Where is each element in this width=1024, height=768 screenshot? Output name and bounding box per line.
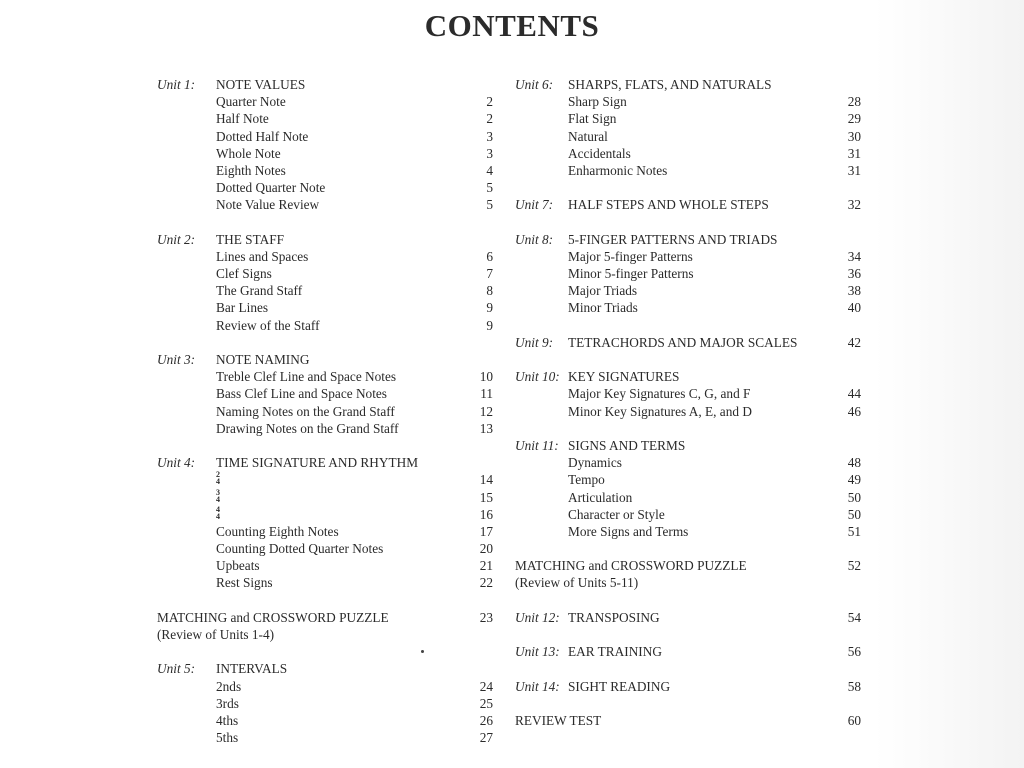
entry-title: Character or Style (568, 506, 665, 522)
entry-title: Note Value Review (216, 197, 320, 213)
page-number: 21 (479, 558, 493, 574)
review-subtitle (157, 626, 493, 643)
page-number: 17 (479, 523, 493, 539)
time-signature-top: 2 (216, 470, 220, 480)
section-gap (515, 592, 861, 609)
section-gap (515, 351, 861, 368)
unit-title: SIGHT READING (568, 678, 671, 694)
toc-entry[interactable] (515, 454, 861, 471)
toc-entry[interactable] (515, 110, 861, 127)
unit-title: 5-FINGER PATTERNS AND TRIADS (568, 231, 778, 247)
entry-title: 4ths (216, 712, 239, 728)
unit-heading[interactable] (157, 76, 493, 93)
toc-entry[interactable] (157, 540, 493, 557)
page-number: 9 (486, 300, 493, 316)
toc-entry[interactable] (157, 128, 493, 145)
entry-title: Eighth Notes (216, 162, 286, 178)
page-number: 26 (479, 712, 493, 728)
unit-heading[interactable] (515, 368, 861, 385)
unit-title: HALF STEPS AND WHOLE STEPS (568, 197, 769, 213)
entry-title: Naming Notes on the Grand Staff (216, 403, 395, 419)
toc-entry[interactable] (157, 695, 493, 712)
page-number: 29 (847, 111, 861, 127)
toc-entry[interactable] (515, 128, 861, 145)
time-signature-bottom: 4 (216, 477, 220, 487)
review-subtitle (515, 574, 861, 591)
section-gap (157, 437, 493, 454)
page-number: 51 (847, 523, 861, 539)
unit-heading[interactable] (157, 660, 493, 677)
unit-title: KEY SIGNATURES (568, 369, 680, 385)
toc-entry[interactable] (157, 93, 493, 110)
entry-title: Treble Clef Line and Space Notes (216, 369, 397, 385)
page-number: 14 (479, 472, 493, 488)
toc-entry[interactable] (515, 145, 861, 162)
entry-title: Accidentals (568, 145, 631, 161)
review-title: MATCHING and CROSSWORD PUZZLE (515, 558, 747, 574)
page-number: 16 (479, 506, 493, 522)
section-gap (515, 626, 861, 643)
page-number: 3 (486, 128, 493, 144)
toc-entry[interactable] (157, 574, 493, 591)
unit-label: Unit 7: (515, 197, 554, 213)
unit-heading[interactable] (157, 454, 493, 471)
page-number: 23 (479, 609, 493, 625)
page-number: 13 (479, 420, 493, 436)
section-gap (515, 540, 861, 557)
page-number: 40 (847, 300, 861, 316)
toc-entry[interactable] (515, 282, 861, 299)
page-number: 10 (479, 369, 493, 385)
entry-title: Tempo (568, 472, 605, 488)
entry-title: Sharp Sign (568, 94, 627, 110)
right-column (515, 76, 861, 729)
toc-entry[interactable] (157, 179, 493, 196)
page-number: 56 (847, 644, 861, 660)
section-gap (515, 179, 861, 196)
scan-edge-shadow (874, 0, 1024, 768)
toc-entry[interactable] (157, 317, 493, 334)
toc-entry[interactable] (157, 729, 493, 746)
toc-entry[interactable] (157, 282, 493, 299)
unit-label: Unit 6: (515, 77, 554, 92)
entry-title: Counting Dotted Quarter Notes (216, 541, 384, 557)
unit-heading[interactable] (515, 678, 861, 695)
page-number: 6 (486, 248, 493, 264)
page-number: 50 (847, 506, 861, 522)
entry-title: Articulation (568, 489, 633, 505)
page-number: 5 (486, 197, 493, 213)
entry-title: Lines and Spaces (216, 248, 309, 264)
entry-title: Bass Clef Line and Space Notes (216, 386, 387, 402)
toc-entry[interactable] (515, 523, 861, 540)
page-number: 27 (479, 730, 493, 746)
toc-entry[interactable] (515, 248, 861, 265)
section-gap (157, 334, 493, 351)
entry-title: Rest Signs (216, 575, 273, 591)
toc-entry[interactable] (515, 385, 861, 402)
unit-title: TRANSPOSING (568, 609, 660, 625)
section-gap (157, 643, 493, 660)
review-units: (Review of Units 1-4) (157, 627, 275, 642)
entry-title: 2nds (216, 678, 242, 694)
entry-title: More Signs and Terms (568, 523, 689, 539)
entry-title: Dynamics (568, 455, 622, 471)
unit-title: SHARPS, FLATS, AND NATURALS (568, 77, 772, 92)
entry-title: 5ths (216, 730, 239, 746)
unit-label: Unit 5: (157, 661, 196, 677)
unit-title: TETRACHORDS AND MAJOR SCALES (568, 334, 798, 350)
page-number: 4 (486, 162, 493, 178)
unit-label: Unit 2: (157, 231, 196, 247)
page-number: 8 (486, 283, 493, 299)
page-number: 38 (847, 283, 861, 299)
entry-title: Major Triads (568, 283, 638, 299)
review-units: (Review of Units 5-11) (515, 575, 639, 591)
unit-title: SIGNS AND TERMS (568, 437, 686, 453)
entry-title: Review of the Staff (216, 317, 320, 333)
section-gap (515, 695, 861, 712)
page-number: 5 (486, 180, 493, 196)
page-number: 12 (479, 403, 493, 419)
toc-entry[interactable] (157, 196, 493, 213)
unit-heading[interactable] (515, 231, 861, 248)
page-number: 49 (847, 472, 861, 488)
toc-entry[interactable] (157, 712, 493, 729)
toc-heading[interactable] (515, 712, 861, 729)
entry-title: Minor 5-finger Patterns (568, 266, 694, 282)
entry-title: Dotted Half Note (216, 128, 309, 144)
toc-entry[interactable] (157, 248, 493, 265)
unit-heading[interactable] (515, 76, 861, 93)
unit-label: Unit 12: (515, 609, 560, 625)
toc-entry[interactable] (515, 403, 861, 420)
scan-speck (421, 650, 424, 653)
toc-entry[interactable] (515, 299, 861, 316)
unit-label: Unit 14: (515, 678, 560, 694)
page-number: 9 (486, 317, 493, 333)
toc-entry[interactable] (515, 471, 861, 488)
review-heading[interactable] (157, 609, 493, 626)
toc-entry[interactable] (157, 385, 493, 402)
toc-entry[interactable] (515, 506, 861, 523)
time-signature-bottom: 4 (216, 511, 220, 521)
unit-heading[interactable] (515, 437, 861, 454)
section-gap (515, 317, 861, 334)
toc-entry[interactable] (157, 506, 493, 523)
time-signature (216, 506, 220, 520)
section-gap (157, 214, 493, 231)
unit-label: Unit 8: (515, 231, 554, 247)
page-number: 31 (847, 145, 861, 161)
page-number: 54 (847, 609, 861, 625)
page-number: 34 (847, 248, 861, 264)
section-gap (515, 214, 861, 231)
page-number: 48 (847, 455, 861, 471)
page-number: 30 (847, 128, 861, 144)
toc-entry[interactable] (157, 557, 493, 574)
unit-title: NOTE NAMING (216, 352, 310, 367)
page-number: 28 (847, 94, 861, 110)
time-signature-bottom: 4 (216, 494, 220, 504)
time-signature-top: 4 (216, 504, 220, 514)
page-number: 3 (486, 145, 493, 161)
left-column (157, 76, 493, 746)
entry-title: Quarter Note (216, 94, 286, 110)
entry-title: Whole Note (216, 145, 281, 161)
page-number: 60 (847, 712, 861, 728)
page-number: 22 (479, 575, 493, 591)
toc-entry[interactable] (157, 403, 493, 420)
toc-entry[interactable] (157, 489, 493, 506)
page-number: 52 (847, 558, 861, 574)
heading-title: REVIEW TEST (515, 712, 602, 728)
unit-label: Unit 11: (515, 437, 559, 453)
unit-label: Unit 10: (515, 369, 560, 385)
unit-heading[interactable] (515, 196, 861, 213)
page-number: 11 (480, 386, 493, 402)
page-title: CONTENTS (424, 8, 600, 43)
time-signature-top: 3 (216, 487, 220, 497)
page-number: 15 (479, 489, 493, 505)
unit-label: Unit 3: (157, 352, 196, 367)
page-number: 36 (847, 266, 861, 282)
toc-entry[interactable] (157, 110, 493, 127)
review-title: MATCHING and CROSSWORD PUZZLE (157, 609, 389, 625)
unit-title: EAR TRAINING (568, 644, 662, 660)
unit-label: Unit 4: (157, 455, 196, 471)
section-gap (515, 420, 861, 437)
entry-title: Minor Key Signatures A, E, and D (568, 403, 752, 419)
page-number: 25 (479, 695, 493, 711)
entry-title: Minor Triads (568, 300, 638, 316)
unit-label: Unit 1: (157, 77, 196, 92)
unit-title: TIME SIGNATURE AND RHYTHM (216, 455, 419, 471)
toc-entry[interactable] (515, 162, 861, 179)
time-signature (216, 489, 220, 503)
toc-entry[interactable] (157, 299, 493, 316)
toc-entry[interactable] (157, 162, 493, 179)
review-heading[interactable] (515, 557, 861, 574)
toc-entry[interactable] (157, 368, 493, 385)
entry-title: Dotted Quarter Note (216, 180, 326, 196)
page-number: 2 (486, 111, 493, 127)
entry-title: Half Note (216, 111, 269, 127)
entry-title: Counting Eighth Notes (216, 523, 339, 539)
unit-heading[interactable] (515, 609, 861, 626)
toc-entry[interactable] (157, 523, 493, 540)
page-number: 42 (847, 334, 861, 350)
page-number: 31 (847, 162, 861, 178)
entry-title: Drawing Notes on the Grand Staff (216, 420, 399, 436)
page-number: 2 (486, 94, 493, 110)
entry-title: Major Key Signatures C, G, and F (568, 386, 751, 402)
page-number: 58 (847, 678, 861, 694)
page-number: 46 (847, 403, 861, 419)
unit-title: NOTE VALUES (216, 77, 306, 92)
toc-entry[interactable] (515, 489, 861, 506)
entry-title: Natural (568, 128, 608, 144)
page-number: 32 (847, 197, 861, 213)
toc-entry[interactable] (157, 145, 493, 162)
toc-entry[interactable] (157, 265, 493, 282)
entry-title: Major 5-finger Patterns (568, 248, 693, 264)
unit-label: Unit 9: (515, 334, 554, 350)
toc-entry[interactable] (515, 265, 861, 282)
entry-title: 3rds (216, 695, 239, 711)
entry-title: Bar Lines (216, 300, 269, 316)
page-number: 7 (486, 266, 493, 282)
entry-title: Upbeats (216, 558, 260, 574)
toc-entry[interactable] (515, 93, 861, 110)
section-gap (157, 592, 493, 609)
toc-entry[interactable] (157, 678, 493, 695)
page-number: 24 (479, 678, 493, 694)
entry-title: Flat Sign (568, 111, 617, 127)
time-signature (216, 471, 220, 485)
unit-title: THE STAFF (216, 231, 285, 247)
entry-title: Enharmonic Notes (568, 162, 668, 178)
unit-label: Unit 13: (515, 644, 560, 660)
unit-heading[interactable] (515, 334, 861, 351)
section-gap (515, 660, 861, 677)
unit-heading[interactable] (157, 351, 493, 368)
page-number: 44 (847, 386, 861, 402)
unit-heading[interactable] (157, 231, 493, 248)
unit-title: INTERVALS (216, 661, 288, 677)
entry-title: Clef Signs (216, 266, 272, 282)
toc-entry[interactable] (157, 420, 493, 437)
unit-heading[interactable] (515, 643, 861, 660)
page-number: 20 (479, 541, 493, 557)
page-number: 50 (847, 489, 861, 505)
toc-entry[interactable] (157, 471, 493, 488)
entry-title: The Grand Staff (216, 283, 303, 299)
